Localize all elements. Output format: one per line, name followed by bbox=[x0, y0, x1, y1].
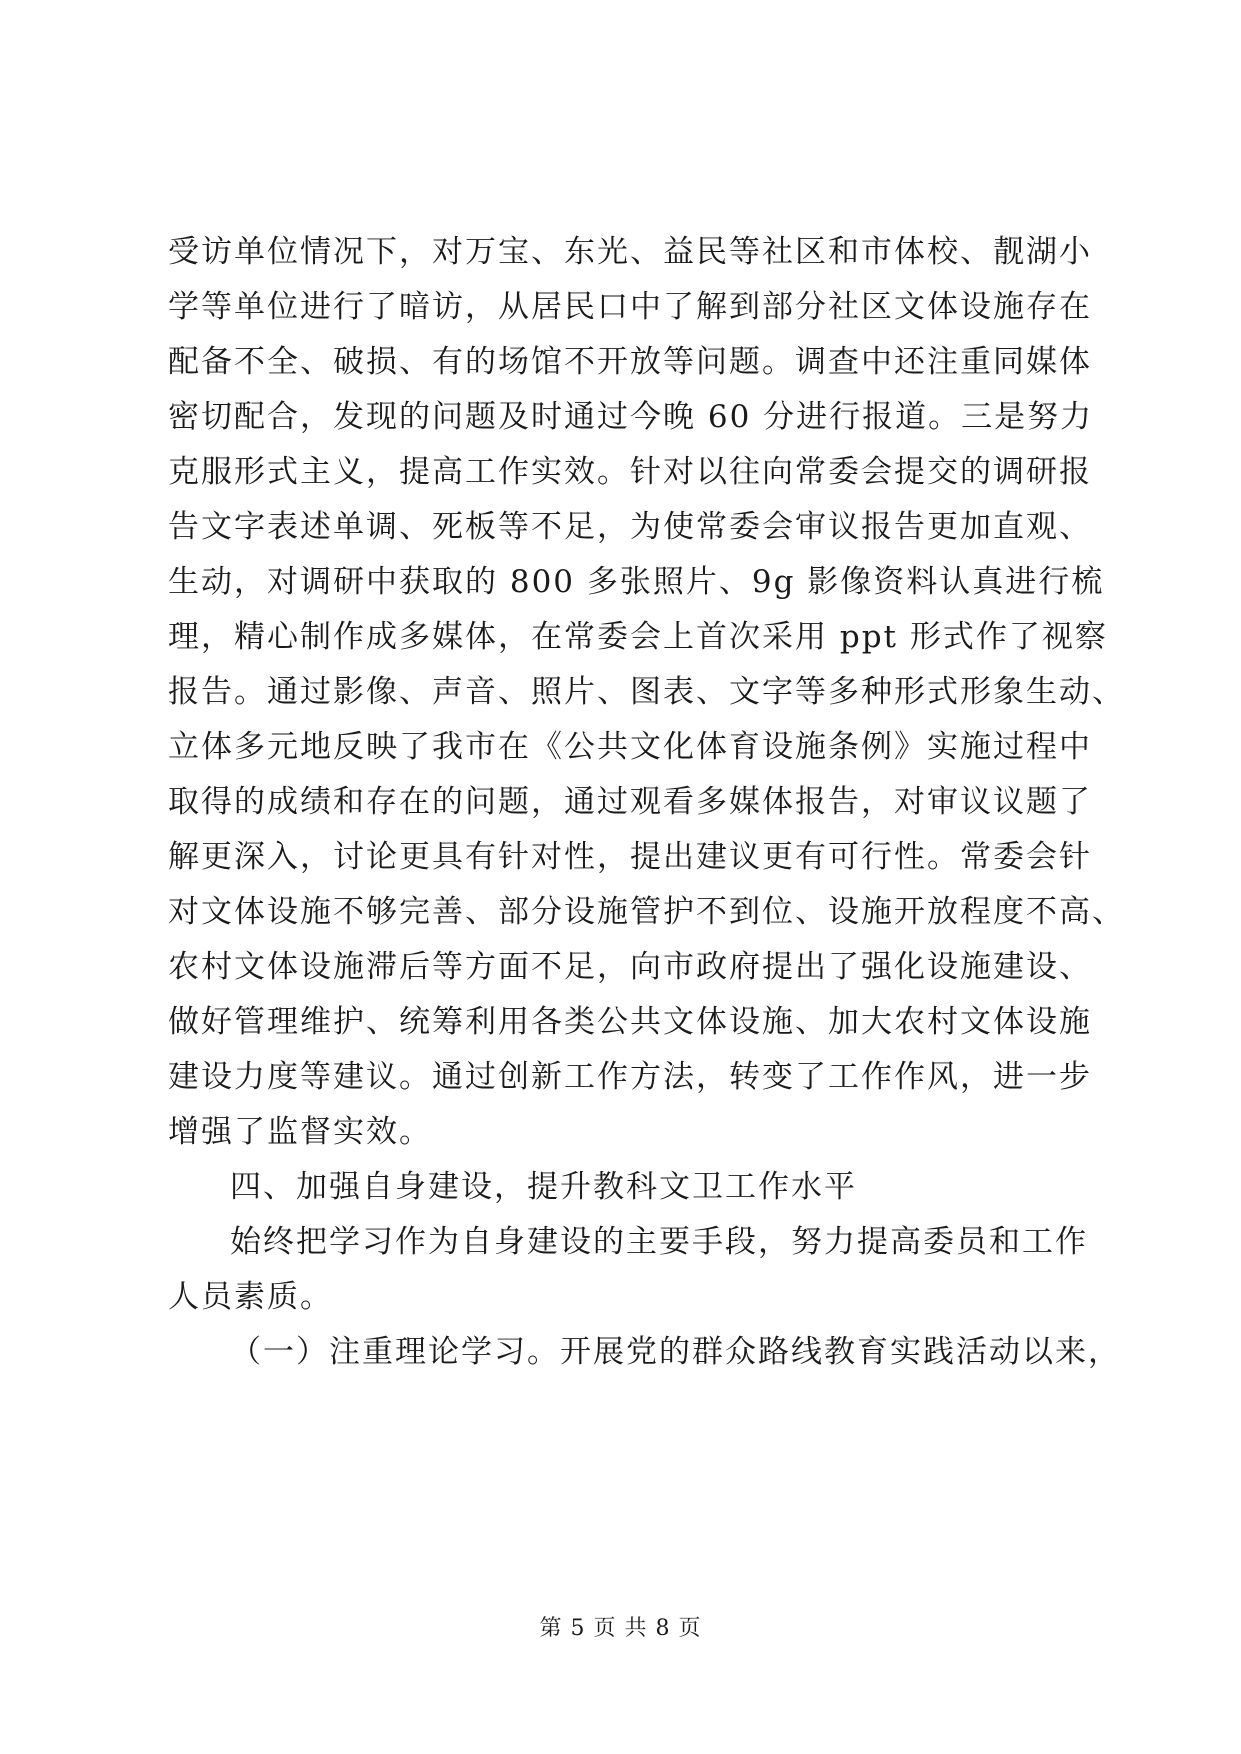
text-line: 农村文体设施滞后等方面不足，向市政府提出了强化设施建设、 bbox=[168, 949, 1092, 985]
text-line: 报告。通过影像、声音、照片、图表、文字等多种形式形象生动、 bbox=[168, 674, 1125, 710]
text-line: 生动，对调研中获取的 800 多张照片、9g 影像资料认真进行梳 bbox=[168, 564, 1105, 600]
subsection-line: （一）注重理论学习。开展党的群众路线教育实践活动以来， bbox=[230, 1334, 1121, 1370]
text-line: 学等单位进行了暗访，从居民口中了解到部分社区文体设施存在 bbox=[168, 289, 1092, 325]
text-line: 密切配合，发现的问题及时通过今晚 60 分进行报道。三是努力 bbox=[168, 399, 1094, 435]
text-line: 克服形式主义，提高工作实效。针对以往向常委会提交的调研报 bbox=[168, 454, 1092, 490]
text-line: 立体多元地反映了我市在《公共文化体育设施条例》实施过程中 bbox=[168, 729, 1092, 765]
text-line: 解更深入，讨论更具有针对性，提出建议更有可行性。常委会针 bbox=[168, 839, 1092, 875]
text-line: 建设力度等建议。通过创新工作方法，转变了工作作风，进一步 bbox=[168, 1059, 1092, 1095]
text-line: 做好管理维护、统筹利用各类公共文体设施、加大农村文体设施 bbox=[168, 1004, 1092, 1040]
paragraph-first-line: 始终把学习作为自身建设的主要手段，努力提高委员和工作 bbox=[230, 1224, 1088, 1260]
text-line: 受访单位情况下，对万宝、东光、益民等社区和市体校、靓湖小 bbox=[168, 234, 1092, 270]
section-heading: 四、加强自身建设，提升教科文卫工作水平 bbox=[230, 1169, 857, 1205]
page-footer: 第 5 页 共 8 页 bbox=[539, 1616, 702, 1641]
text-line: 对文体设施不够完善、部分设施管护不到位、设施开放程度不高、 bbox=[168, 894, 1125, 930]
text-line: 配备不全、破损、有的场馆不开放等问题。调查中还注重同媒体 bbox=[168, 344, 1092, 380]
text-line: 告文字表述单调、死板等不足，为使常委会审议报告更加直观、 bbox=[168, 509, 1092, 545]
text-line: 取得的成绩和存在的问题，通过观看多媒体报告，对审议议题了 bbox=[168, 784, 1092, 820]
text-line: 理，精心制作成多媒体，在常委会上首次采用 ppt 形式作了视察 bbox=[168, 619, 1108, 655]
text-line: 人员素质。 bbox=[168, 1279, 333, 1315]
text-line: 增强了监督实效。 bbox=[168, 1114, 432, 1150]
